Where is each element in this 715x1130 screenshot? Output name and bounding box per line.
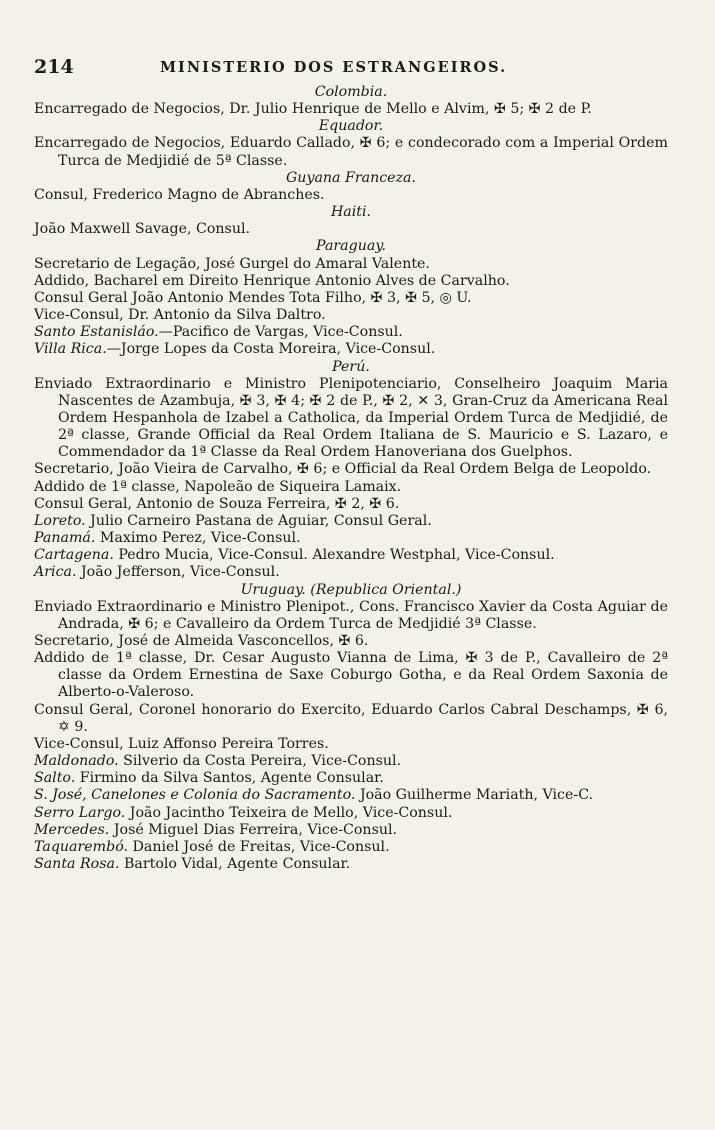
entry: Encarregado de Negocios, Eduardo Callado, ✠ 6; e condecorado com a Imperial Ordem Turca de Medjidié de 5ª Classe. xyxy=(34,135,668,169)
entry-text: Julio Carneiro Pastana de Aguiar, Consul Geral. xyxy=(90,512,432,529)
section-heading-uruguay: Uruguay. (Republica Oriental.) xyxy=(240,581,462,598)
entry: Consul Geral João Antonio Mendes Tota Filho, ✠ 3, ✠ 5, ◎ U. xyxy=(34,289,472,306)
entry-text: João Jefferson, Vice-Consul. xyxy=(81,564,280,581)
entry: Vice-Consul, Luiz Affonso Pereira Torres. xyxy=(34,735,329,752)
place-name: Maldonado. xyxy=(34,753,119,770)
entry-text: —Pacifico de Vargas, Vice-Consul. xyxy=(158,324,403,341)
entry-text: —Jorge Lopes da Costa Moreira, Vice-Consul. xyxy=(106,341,436,358)
place-name: Santo Estanisláo. xyxy=(34,324,159,341)
section-heading-equador: Equador. xyxy=(318,118,384,135)
entry xyxy=(34,822,668,839)
place-name: Villa Rica. xyxy=(34,341,107,358)
entry-text: Maximo Perez, Vice-Consul. xyxy=(99,530,301,547)
place-name: Santa Rosa. xyxy=(34,856,120,873)
page-body xyxy=(34,84,668,873)
entry xyxy=(34,341,668,358)
section-heading-peru: Perú. xyxy=(332,358,370,375)
page-header xyxy=(34,56,668,80)
entry: João Maxwell Savage, Consul. xyxy=(34,221,250,238)
place-name: S. José, Canelones e Colonia do Sacramento. xyxy=(34,787,356,804)
entry: Consul, Frederico Magno de Abranches. xyxy=(34,186,325,203)
place-name: Taquarembó. xyxy=(34,838,129,855)
section-heading-paraguay: Paraguay. xyxy=(316,238,386,255)
entry-text: Bartolo Vidal, Agente Consular. xyxy=(123,856,351,873)
running-title: MINISTERIO DOS ESTRANGEIROS. xyxy=(160,59,508,76)
entry: Addido de 1ª classe, Napoleão de Siqueira Lamaix. xyxy=(34,478,402,495)
entry xyxy=(34,547,668,564)
section-heading-guyana: Guyana Franceza. xyxy=(285,169,417,186)
entry: Secretario de Legação, José Gurgel do Amaral Valente. xyxy=(34,255,430,272)
entry-text: Firmino da Silva Santos, Agente Consular. xyxy=(79,770,384,787)
place-name: Mercedes. xyxy=(34,821,110,838)
entry: Addido, Bacharel em Direito Henrique Antonio Alves de Carvalho. xyxy=(34,272,510,289)
entry xyxy=(34,770,668,787)
place-name: Salto. xyxy=(34,770,76,787)
entry xyxy=(34,839,668,856)
entry-text: José Miguel Dias Ferreira, Vice-Consul. xyxy=(113,821,398,838)
entry xyxy=(34,753,668,770)
entry: Encarregado de Negocios, Dr. Julio Henrique de Mello e Alvim, ✠ 5; ✠ 2 de P. xyxy=(34,101,592,118)
entry: Secretario, João Vieira de Carvalho, ✠ 6; e Official da Real Ordem Belga de Leopoldo. xyxy=(34,461,652,478)
entry-text: Pedro Mucia, Vice-Consul. Alexandre Westphal, Vice-Consul. xyxy=(118,547,555,564)
entry: Consul Geral, Coronel honorario do Exercito, Eduardo Carlos Cabral Deschamps, ✠ 6, ✡ 9. xyxy=(34,701,668,735)
place-name: Cartagena. xyxy=(34,547,114,564)
entry xyxy=(34,530,668,547)
entry: Enviado Extraordinario e Ministro Plenipot., Cons. Francisco Xavier da Costa Aguiar de Andrada, ✠ 6; e Cavalleiro da Ordem Turca de Medjidié 3ª Classe. xyxy=(34,598,668,632)
entry xyxy=(34,564,668,581)
entry: Consul Geral, Antonio de Souza Ferreira, ✠ 2, ✠ 6. xyxy=(34,495,400,512)
entry xyxy=(34,513,668,530)
entry xyxy=(34,856,668,873)
entry-text: João Jacintho Teixeira de Mello, Vice-Consul. xyxy=(129,804,453,821)
entry xyxy=(34,324,668,341)
place-name: Panamá. xyxy=(34,530,96,547)
entry xyxy=(34,805,668,822)
entry: Secretario, José de Almeida Vasconcellos, ✠ 6. xyxy=(34,633,369,649)
entry xyxy=(34,787,668,804)
place-name: Loreto. xyxy=(34,512,86,529)
entry: Enviado Extraordinario e Ministro Plenipotenciario, Conselheiro Joaquim Maria Nascentes de Azambuja, ✠ 3, ✠ 4; ✠ 2 de P., ✠ 2, ✕ 3, Gran-Cruz da Americana Real Ordem Hespanhola de Izabel a Catholica, da Imperial Ordem Turca de Medjidié, de 2ª classe, Grande Official da Real Ordem Italiana de S. Mauricio e S. Lazaro, e Commendador da 1ª Classe da Real Ordem Hanoveriana dos Guelphos. xyxy=(34,375,668,461)
place-name: Serro Largo. xyxy=(34,804,126,821)
entry-text: Daniel José de Freitas, Vice-Consul. xyxy=(132,838,390,855)
entry: Vice-Consul, Dr. Antonio da Silva Daltro. xyxy=(34,307,326,324)
entry-text: Silverio da Costa Pereira, Vice-Consul. xyxy=(123,753,402,770)
section-heading-colombia: Colombia. xyxy=(314,84,388,100)
page-number: 214 xyxy=(34,56,74,78)
entry-text: João Guilherme Mariath, Vice-C. xyxy=(359,787,594,804)
section-heading-haiti: Haiti. xyxy=(330,204,372,221)
entry: Addido de 1ª classe, Dr. Cesar Augusto Vianna de Lima, ✠ 3 de P., Cavalleiro de 2ª classe da Ordem Ernestina de Saxe Coburgo Gotha, e da Real Ordem Saxonia de Alberto-o-Valeroso. xyxy=(34,650,668,701)
place-name: Arica. xyxy=(34,564,77,581)
